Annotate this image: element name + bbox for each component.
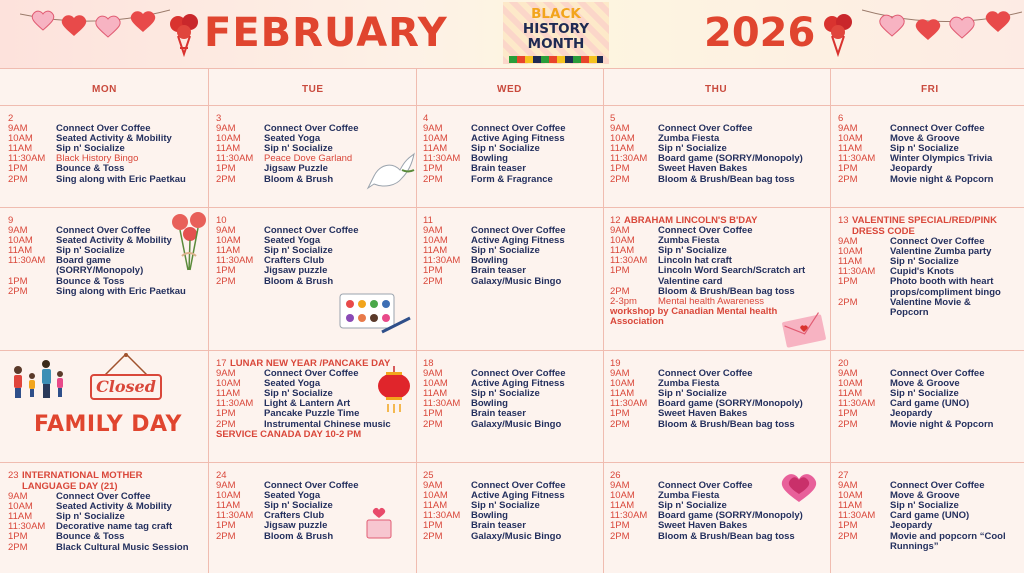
event-time: 2PM	[216, 530, 236, 542]
event-name: Zumba Fiesta	[658, 133, 720, 145]
event-time: 11AM	[423, 143, 448, 155]
event-time: 11:30AM	[838, 510, 876, 522]
event-time: 2-3pm	[610, 295, 637, 307]
event-name: Connect Over Coffee	[264, 368, 359, 379]
rose-bouquet-icon	[166, 12, 202, 58]
event-time: 10AM	[423, 235, 448, 247]
grid-line	[830, 68, 831, 573]
grid-line	[0, 462, 1024, 463]
event-time: 1PM	[838, 520, 858, 532]
event-name: Connect Over Coffee	[658, 225, 753, 236]
day-number: 9	[8, 215, 14, 226]
event-time: 1PM	[216, 408, 236, 420]
event-time: 10AM	[423, 490, 448, 502]
event-name: Bloom & Brush/Bean bag toss	[658, 530, 795, 542]
event-name: Sip n' Socialize	[890, 256, 959, 268]
event-name: Connect Over Coffee	[471, 123, 566, 134]
event-name: Sip n' Socialize	[56, 143, 125, 155]
event-time: 10AM	[216, 235, 241, 247]
event-name: Board game (SORRY/Monopoly)	[658, 153, 803, 165]
event-time: 11:30AM	[423, 398, 461, 410]
event-name: Card game (UNO)	[890, 510, 970, 522]
day-number: 17	[216, 358, 227, 369]
dove-icon	[366, 150, 416, 194]
event-time: 11:30AM	[216, 510, 254, 522]
event-time: 11AM	[423, 500, 448, 512]
event-name: Valentine Zumba party	[890, 246, 992, 258]
event-name: Sip n' Socialize	[658, 245, 727, 257]
event-time: 1PM	[8, 275, 28, 287]
event-name: Zumba Fiesta	[658, 490, 720, 502]
event-time: 9AM	[216, 368, 236, 379]
event-time: 9AM	[216, 480, 236, 491]
event-name: Galaxy/Music Bingo	[471, 275, 562, 287]
calendar-header	[0, 0, 1024, 68]
event-name: Black Cultural Music Session	[56, 541, 189, 553]
event-time: 10AM	[610, 490, 635, 502]
event-name: Seated Yoga	[264, 378, 321, 390]
event-time: 11:30AM	[8, 255, 46, 267]
event-time: 10AM	[216, 490, 241, 502]
event-name: Zumba Fiesta	[658, 378, 720, 390]
event-time: 1PM	[610, 265, 630, 277]
event-name: Active Aging Fitness	[471, 378, 565, 390]
event-name: Galaxy/Music Bingo	[471, 418, 562, 430]
family-icon	[8, 356, 72, 400]
event-name: Seated Activity & Mobility	[56, 501, 172, 513]
event-name: Connect Over Coffee	[264, 123, 359, 134]
event-name: Connect Over Coffee	[471, 480, 566, 491]
event-time: 2PM	[838, 296, 858, 308]
event-time: 2PM	[838, 530, 858, 542]
event-name: Sip n' Socialize	[264, 500, 333, 512]
event-time: 11AM	[216, 388, 241, 400]
event-name: Connect Over Coffee	[890, 480, 985, 491]
event-name: Seated Activity & Mobility	[56, 133, 172, 145]
event-time: 1PM	[423, 163, 443, 175]
event-name: Sip n' Socialize	[658, 143, 727, 155]
event-time: 9AM	[610, 225, 630, 236]
dow-wed: WED	[497, 84, 522, 95]
event-name: Connect Over Coffee	[658, 480, 753, 491]
grid-line	[208, 68, 209, 573]
event-name: (SORRY/Monopoly)	[56, 265, 144, 277]
month-title: FEBRUARY	[204, 10, 448, 56]
day-number: 3	[216, 113, 222, 124]
event-name: Bloom & Brush/Bean bag toss	[658, 418, 795, 430]
event-name: Sing along with Eric Paetkau	[56, 173, 186, 185]
event-name: Brain teaser	[471, 520, 526, 532]
event-time: 1PM	[216, 520, 236, 532]
event-name: Sweet Haven Bakes	[658, 520, 748, 532]
event-time: 2PM	[216, 275, 236, 287]
heart-cake-icon	[776, 464, 822, 504]
event-time: 11AM	[838, 256, 863, 268]
event-time: 2PM	[838, 418, 858, 430]
event-name: Bowling	[471, 510, 508, 522]
event-name: Valentine Movie &	[890, 296, 971, 308]
event-name: Jigsaw puzzle	[264, 520, 328, 532]
day-number: 5	[610, 113, 616, 124]
event-time: 11AM	[216, 143, 241, 155]
event-time: 10AM	[423, 378, 448, 390]
event-time: 11AM	[610, 143, 635, 155]
event-name: Jeopardy	[890, 408, 933, 420]
event-name: Lincoln hat craft	[658, 255, 732, 267]
event-time: 9AM	[838, 480, 858, 491]
event-name: Winter Olympics Trivia	[890, 153, 993, 165]
roses-icon	[168, 210, 212, 276]
event-name: Connect Over Coffee	[471, 368, 566, 379]
badge-line-1: BLACK	[531, 6, 581, 22]
day-number: 12	[610, 215, 621, 226]
day-note: SERVICE CANADA DAY 10-2 PM	[216, 428, 362, 440]
event-time: 9AM	[423, 368, 443, 379]
event-time: 11:30AM	[838, 266, 876, 278]
event-name: Popcorn	[890, 306, 929, 318]
event-name: Sip n' Socialize	[56, 511, 125, 523]
event-name: Connect Over Coffee	[56, 225, 151, 236]
event-name: Seated Yoga	[264, 490, 321, 502]
event-name: Bounce & Toss	[56, 275, 125, 287]
event-time: 11:30AM	[423, 153, 461, 165]
love-letter-icon	[782, 312, 826, 348]
event-name: Galaxy/Music Bingo	[471, 530, 562, 542]
day-number: 6	[838, 113, 844, 124]
event-time: 10AM	[838, 378, 863, 390]
event-name: Active Aging Fitness	[471, 133, 565, 145]
event-name: Seated Activity & Mobility	[56, 235, 172, 247]
event-time: 9AM	[610, 123, 630, 134]
event-time: 9AM	[423, 123, 443, 134]
event-time: 1PM	[838, 276, 858, 288]
day-number: 2	[8, 113, 14, 124]
lantern-icon	[372, 364, 416, 414]
year-title: 2026	[704, 10, 816, 56]
event-time: 11AM	[838, 388, 863, 400]
event-time: 9AM	[610, 480, 630, 491]
event-time: 1PM	[610, 520, 630, 532]
event-time: 9AM	[838, 236, 858, 247]
day-number: 13	[838, 215, 849, 226]
event-time: 9AM	[610, 368, 630, 379]
day-note: workshop by Canadian Mental health Association	[610, 305, 778, 327]
event-time: 11AM	[8, 143, 33, 155]
event-name: Sip n' Socialize	[890, 143, 959, 155]
event-time: 9AM	[423, 225, 443, 236]
day-number: 11	[423, 215, 433, 226]
day-number: 20	[838, 358, 849, 369]
event-time: 11AM	[423, 245, 448, 257]
event-name: Brain teaser	[471, 163, 526, 175]
event-time: 11AM	[610, 500, 635, 512]
event-time: 1PM	[423, 520, 443, 532]
event-time: 2PM	[610, 530, 630, 542]
event-time: 9AM	[838, 368, 858, 379]
event-time: 11:30AM	[216, 153, 254, 165]
event-name: Lincoln Word Search/Scratch art	[658, 265, 806, 277]
event-name: Cupid's Knots	[890, 266, 955, 278]
event-time: 10AM	[838, 133, 863, 145]
event-time: 11:30AM	[838, 153, 876, 165]
event-name: Bloom & Brush/Bean bag toss	[658, 285, 795, 297]
event-name: Zumba Fiesta	[658, 235, 720, 247]
event-name: Photo booth with heart	[890, 276, 994, 288]
event-time: 11AM	[8, 245, 33, 257]
event-name: Connect Over Coffee	[56, 491, 151, 502]
event-name: Movie night & Popcorn	[890, 173, 994, 185]
day-number: 24	[216, 470, 227, 481]
heart-envelope-icon	[364, 504, 394, 540]
badge-pattern	[509, 56, 603, 63]
event-time: 1PM	[423, 265, 443, 277]
event-name: Black History Bingo	[56, 153, 139, 165]
event-name: Connect Over Coffee	[658, 123, 753, 134]
event-name: Instrumental Chinese music	[264, 418, 391, 430]
family-day-label: FAMILY DAY	[34, 412, 182, 437]
event-time: 11:30AM	[216, 398, 254, 410]
event-name: Movie and popcorn “Cool	[890, 530, 1006, 542]
event-time: 1PM	[8, 163, 28, 175]
event-time: 1PM	[216, 163, 236, 175]
event-name: props/compliment bingo	[890, 286, 1001, 298]
event-time: 9AM	[423, 480, 443, 491]
event-time: 11:30AM	[610, 398, 648, 410]
event-name: Sweet Haven Bakes	[658, 408, 748, 420]
event-name: Sip n' Socialize	[471, 143, 540, 155]
event-time: 11AM	[216, 500, 241, 512]
badge-line-2: HISTORY	[522, 21, 590, 37]
event-name: Bloom & Brush	[264, 530, 334, 542]
event-name: Sip n' Socialize	[890, 388, 959, 400]
event-name: Sing along with Eric Paetkau	[56, 285, 186, 297]
event-time: 11:30AM	[8, 521, 46, 533]
event-time: 11:30AM	[216, 255, 254, 267]
event-name: Bounce & Toss	[56, 163, 125, 175]
dow-thu: THU	[705, 84, 728, 95]
event-name: Move & Groove	[890, 378, 960, 390]
event-time: 11:30AM	[610, 510, 648, 522]
event-time: 10AM	[216, 133, 241, 145]
event-name: Peace Dove Garland	[264, 153, 353, 165]
event-time: 2PM	[423, 530, 443, 542]
event-time: 11AM	[610, 388, 635, 400]
event-name: Crafters Club	[264, 510, 325, 522]
event-name: Sip n' Socialize	[264, 388, 333, 400]
event-name: Movie night & Popcorn	[890, 418, 994, 430]
event-time: 10AM	[8, 133, 33, 145]
day-number: 26	[610, 470, 621, 481]
event-name: Brain teaser	[471, 408, 526, 420]
event-time: 2PM	[423, 173, 443, 185]
event-time: 11:30AM	[610, 255, 648, 267]
event-time: 9AM	[216, 225, 236, 236]
event-name: Sip n' Socialize	[471, 388, 540, 400]
event-time: 11:30AM	[610, 153, 648, 165]
event-time: 10AM	[838, 490, 863, 502]
event-time: 2PM	[216, 418, 236, 430]
event-name: Connect Over Coffee	[890, 236, 985, 247]
event-name: Bounce & Toss	[56, 531, 125, 543]
event-name: Move & Groove	[890, 133, 960, 145]
event-name: Connect Over Coffee	[56, 123, 151, 134]
event-time: 1PM	[423, 408, 443, 420]
event-time: 1PM	[8, 531, 28, 543]
event-name: Active Aging Fitness	[471, 235, 565, 247]
event-time: 2PM	[423, 418, 443, 430]
event-time: 11:30AM	[8, 153, 46, 165]
event-name: Bowling	[471, 153, 508, 165]
event-name: Active Aging Fitness	[471, 490, 565, 502]
day-number: 10	[216, 215, 227, 226]
event-name: Sip n' Socialize	[264, 245, 333, 257]
event-name: Board game (SORRY/Monopoly)	[658, 398, 803, 410]
event-name: Card game (UNO)	[890, 398, 970, 410]
event-time: 11AM	[8, 511, 33, 523]
day-title: VALENTINE SPECIAL/RED/PINK DRESS CODE	[852, 215, 997, 237]
event-name: Sip n' Socialize	[471, 500, 540, 512]
event-time: 10AM	[8, 501, 33, 513]
grid-line	[0, 350, 1024, 351]
event-name: Pancake Puzzle Time	[264, 408, 360, 420]
event-name: Board game (SORRY/Monopoly)	[658, 510, 803, 522]
event-name: Connect Over Coffee	[264, 225, 359, 236]
event-name: Connect Over Coffee	[890, 123, 985, 134]
event-time: 2PM	[610, 418, 630, 430]
event-time: 2PM	[838, 173, 858, 185]
event-time: 10AM	[216, 378, 241, 390]
event-name: Connect Over Coffee	[471, 225, 566, 236]
dow-fri: FRI	[921, 84, 939, 95]
day-title: LUNAR NEW YEAR /PANCAKE DAY	[230, 358, 391, 369]
event-name: Brain teaser	[471, 265, 526, 277]
event-name: Jigsaw puzzle	[264, 265, 328, 277]
paint-palette-icon	[338, 288, 412, 336]
day-number: 18	[423, 358, 434, 369]
event-time: 2PM	[216, 173, 236, 185]
event-name: Jigsaw Puzzle	[264, 163, 328, 175]
event-name: Connect Over Coffee	[658, 368, 753, 379]
event-time: 1PM	[838, 408, 858, 420]
event-time: 9AM	[8, 491, 28, 502]
dow-tue: TUE	[302, 84, 324, 95]
event-name: Bloom & Brush	[264, 173, 334, 185]
event-time: 2PM	[8, 285, 28, 297]
event-time: 2PM	[610, 285, 630, 297]
event-time: 10AM	[610, 378, 635, 390]
event-time: 9AM	[216, 123, 236, 134]
event-name: Move & Groove	[890, 490, 960, 502]
event-time: 11AM	[610, 245, 635, 257]
grid-line	[416, 68, 417, 573]
event-name: Runnings”	[890, 540, 939, 552]
event-name: Light & Lantern Art	[264, 398, 351, 410]
event-time: 2PM	[423, 275, 443, 287]
badge-line-3: MONTH	[527, 36, 585, 52]
event-name: Seated Yoga	[264, 235, 321, 247]
event-time: 9AM	[8, 123, 28, 134]
event-name: Valentine card	[658, 275, 723, 287]
event-name: Jeopardy	[890, 163, 933, 175]
event-name: Sip n' Socialize	[56, 245, 125, 257]
grid-line	[0, 207, 1024, 208]
event-time: 10AM	[838, 246, 863, 258]
rose-bouquet-icon-right	[820, 12, 856, 58]
event-time: 2PM	[610, 173, 630, 185]
grid-line	[603, 68, 604, 573]
day-title: INTERNATIONAL MOTHER LANGUAGE DAY (21)	[22, 470, 143, 492]
event-time: 2PM	[8, 173, 28, 185]
event-name: Mental health Awareness	[658, 295, 764, 307]
closed-sign: Closed	[90, 374, 162, 400]
event-name: Sweet Haven Bakes	[658, 163, 748, 175]
heart-garland-right	[862, 0, 1022, 50]
event-time: 10AM	[610, 235, 635, 247]
event-name: Connect Over Coffee	[890, 368, 985, 379]
event-name: Sip n' Socialize	[658, 500, 727, 512]
day-number: 23	[8, 470, 19, 481]
event-time: 1PM	[610, 408, 630, 420]
event-time: 11:30AM	[423, 255, 461, 267]
event-name: Form & Fragrance	[471, 173, 553, 185]
hanging-sign-icon	[100, 352, 152, 376]
day-number: 27	[838, 470, 849, 481]
event-name: Seated Yoga	[264, 133, 321, 145]
event-time: 10AM	[8, 235, 33, 247]
grid-line	[0, 105, 1024, 106]
black-history-month-badge	[503, 2, 609, 64]
event-name: Sip n' Socialize	[658, 388, 727, 400]
day-title: ABRAHAM LINCOLN'S B'DAY	[624, 215, 758, 226]
day-number: 25	[423, 470, 434, 481]
event-name: Sip n' Socialize	[264, 143, 333, 155]
event-time: 11:30AM	[423, 510, 461, 522]
event-time: 1PM	[838, 163, 858, 175]
event-name: Connect Over Coffee	[264, 480, 359, 491]
grid-line	[0, 68, 1024, 69]
event-time: 11AM	[838, 500, 863, 512]
event-time: 9AM	[8, 225, 28, 236]
event-name: Bowling	[471, 398, 508, 410]
event-time: 1PM	[216, 265, 236, 277]
event-time: 11AM	[838, 143, 863, 155]
event-name: Sip n' Socialize	[890, 500, 959, 512]
dow-mon: MON	[92, 84, 117, 95]
event-name: Sip n' Socialize	[471, 245, 540, 257]
event-name: Bowling	[471, 255, 508, 267]
event-time: 11AM	[423, 388, 448, 400]
event-name: Bloom & Brush/Bean bag toss	[658, 173, 795, 185]
event-name: Jeopardy	[890, 520, 933, 532]
event-name: Decorative name tag craft	[56, 521, 173, 533]
event-name: Bloom & Brush	[264, 275, 334, 287]
heart-garland-left	[20, 0, 170, 50]
event-time: 9AM	[838, 123, 858, 134]
event-time: 2PM	[8, 541, 28, 553]
event-name: Board game	[56, 255, 111, 267]
event-time: 10AM	[610, 133, 635, 145]
event-time: 11AM	[216, 245, 241, 257]
day-number: 4	[423, 113, 429, 124]
day-number: 19	[610, 358, 621, 369]
event-name: Crafters Club	[264, 255, 325, 267]
event-time: 11:30AM	[838, 398, 876, 410]
event-time: 1PM	[610, 163, 630, 175]
event-time: 10AM	[423, 133, 448, 145]
